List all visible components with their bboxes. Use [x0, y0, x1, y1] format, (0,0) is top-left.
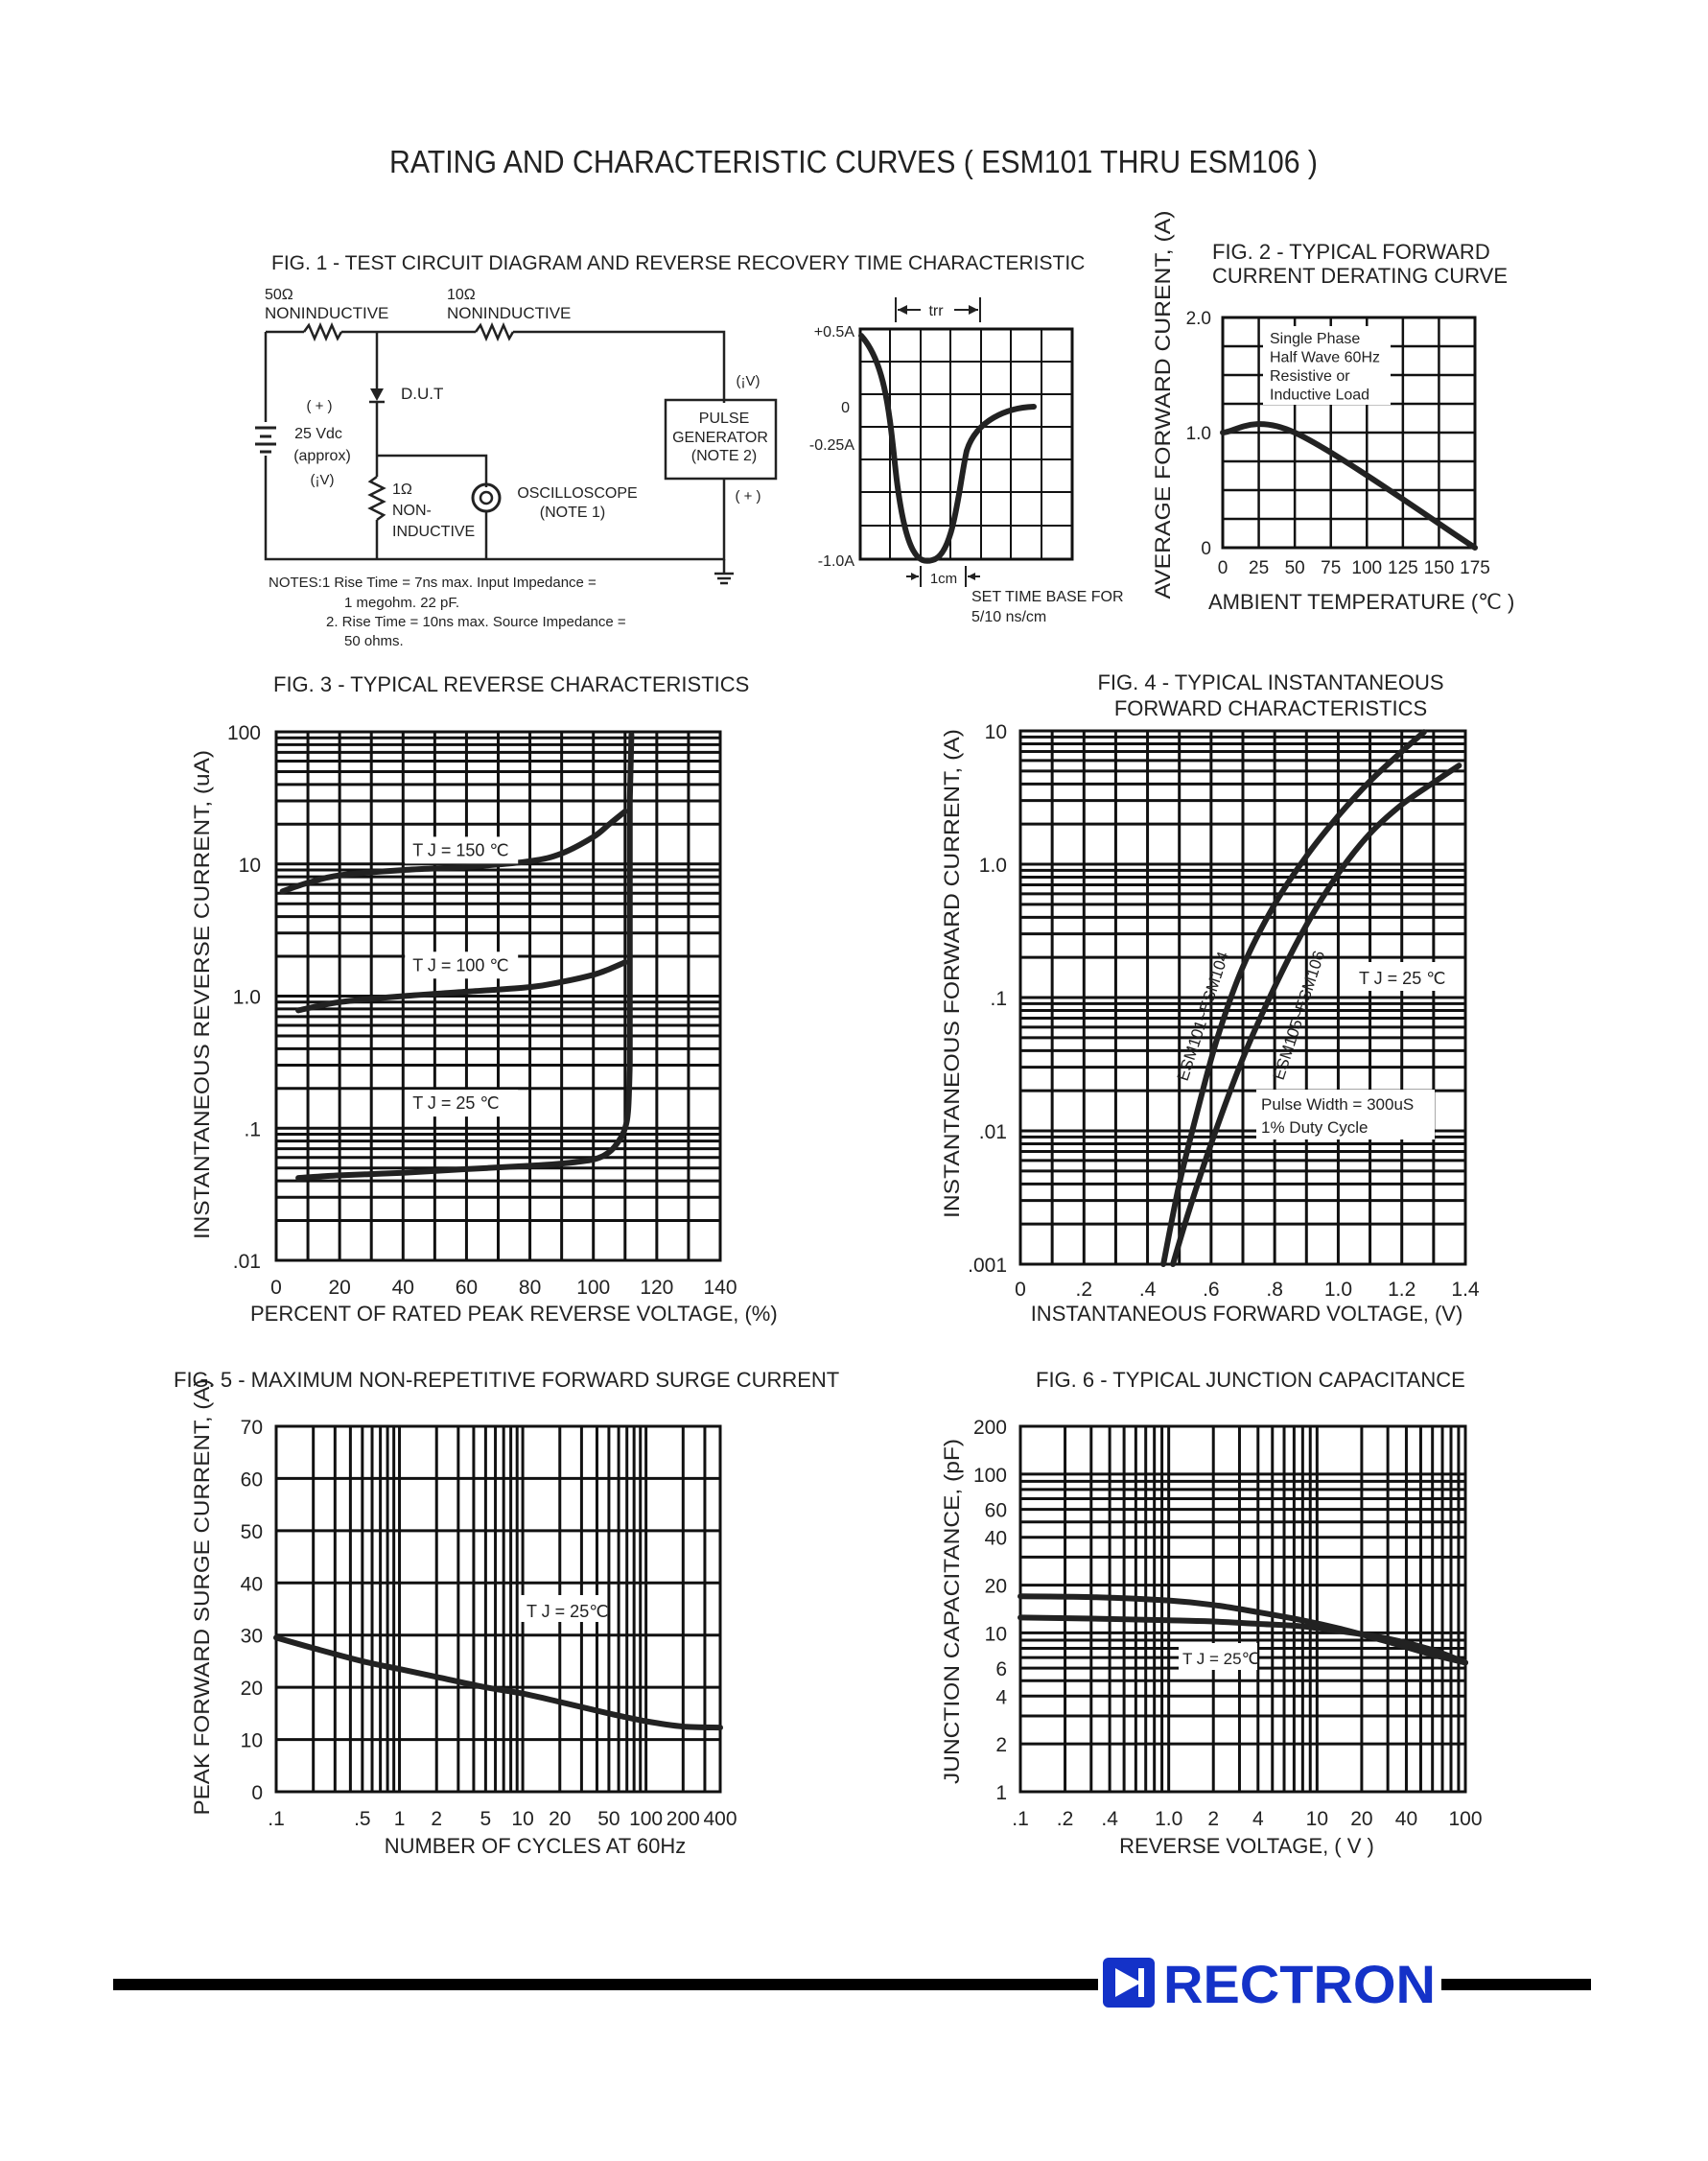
x-tick-label: .2: [1056, 1808, 1074, 1830]
x-tick-label: 10: [511, 1808, 534, 1830]
y-tick-label: .1: [244, 1118, 261, 1141]
chart-title: CURRENT DERATING CURVE: [1212, 264, 1509, 288]
x-tick-label: 125: [1388, 558, 1418, 578]
chart-title: FIG. 5 - MAXIMUM NON-REPETITIVE FORWARD SURGE CURRENT: [174, 1368, 840, 1392]
brand-name: RECTRON: [1163, 1954, 1436, 2014]
x-tick-label: 0: [270, 1277, 282, 1299]
x-tick-label: 40: [1394, 1808, 1418, 1830]
chart-title: FIG. 6 - TYPICAL JUNCTION CAPACITANCE: [1036, 1368, 1465, 1392]
series-label: ESM105~ESM106: [1269, 948, 1329, 1083]
timebase-line2: 5/10 ns/cm: [971, 609, 1047, 625]
fig1-title: FIG. 1 - TEST CIRCUIT DIAGRAM AND REVERSE RECOVERY TIME CHARACTERISTIC: [271, 252, 1086, 274]
supply-minus: (¡V): [310, 472, 335, 488]
annotation-line: Resistive or: [1270, 368, 1350, 385]
breakdown-line: [630, 735, 632, 1066]
r2-value: 10Ω: [447, 287, 476, 303]
chart-title: FORWARD CHARACTERISTICS: [1113, 696, 1428, 720]
fig6-capacitance-chart: [940, 1368, 1483, 1858]
supply-label: 25 Vdc: [294, 426, 342, 442]
grid-lines: [1020, 731, 1465, 1264]
x-tick-label: 1: [393, 1808, 406, 1830]
x-tick-label: 1.0: [1155, 1808, 1183, 1830]
annotation-line: Pulse Width = 300uS: [1261, 1095, 1415, 1114]
pg-line2: GENERATOR: [672, 430, 768, 446]
x-tick-label: 120: [640, 1277, 674, 1299]
dut-label: D.U.T: [401, 385, 444, 403]
chart-title: FIG. 3 - TYPICAL REVERSE CHARACTERISTICS: [273, 672, 750, 696]
y-tick-label: 20: [240, 1678, 263, 1701]
note1-line2: 1 megohm. 22 pF.: [344, 595, 460, 611]
trr-label: trr: [928, 303, 944, 319]
footer: [113, 1954, 1591, 2014]
surge-current-curve: [276, 1637, 720, 1727]
chart-title: FIG. 4 - TYPICAL INSTANTANEOUS: [1097, 670, 1444, 694]
y-tick-label: 1.0: [1185, 424, 1211, 444]
annotation-line: 1% Duty Cycle: [1261, 1118, 1369, 1137]
y-axis-label: INSTANTANEOUS FORWARD CURRENT, (A): [940, 781, 964, 1218]
osc-label2: (NOTE 1): [539, 505, 606, 521]
r2-label: NONINDUCTIVE: [447, 304, 572, 322]
x-tick-label: 50: [597, 1808, 620, 1830]
y-axis-label: INSTANTANEOUS REVERSE CURRENT, (uA): [190, 797, 214, 1239]
fig3-reverse-chart: [190, 672, 778, 1326]
x-tick-label: 60: [455, 1277, 479, 1299]
annotation-label: T J = 25℃: [526, 1602, 609, 1621]
x-tick-label: 0: [1217, 558, 1228, 578]
y-tick-label: 70: [240, 1417, 263, 1439]
fig2-derating-chart: [1151, 211, 1514, 615]
x-tick-label: .1: [268, 1808, 285, 1830]
x-tick-label: 40: [391, 1277, 414, 1299]
x-tick-label: 1.4: [1451, 1279, 1480, 1301]
wave-label-plus-05a: +0.5A: [813, 324, 854, 341]
x-tick-label: .6: [1203, 1279, 1220, 1301]
y-tick-label: 2.0: [1185, 309, 1211, 329]
wave-label-zero: 0: [841, 400, 850, 416]
y-tick-label: 20: [984, 1575, 1007, 1598]
x-tick-label: 150: [1423, 558, 1455, 578]
y-tick-label: 30: [240, 1625, 263, 1648]
diode-icon: [369, 388, 385, 402]
y-tick-label: 100: [972, 1464, 1007, 1487]
y-tick-label: 40: [240, 1573, 263, 1596]
x-axis-label: INSTANTANEOUS FORWARD VOLTAGE, (V): [1030, 1302, 1463, 1326]
resistor-50-icon: [304, 325, 341, 339]
grid-lines: [276, 1426, 720, 1792]
osc-label1: OSCILLOSCOPE: [517, 485, 638, 502]
x-tick-label: 200: [666, 1808, 700, 1830]
x-axis-label: AMBIENT TEMPERATURE (℃ ): [1208, 590, 1515, 614]
x-tick-label: 50: [1284, 558, 1305, 578]
pg-plus: ( + ): [735, 488, 761, 505]
x-tick-label: 140: [703, 1277, 737, 1299]
y-tick-label: .01: [232, 1251, 261, 1273]
x-tick-label: 400: [703, 1808, 737, 1830]
x-tick-label: 2: [1207, 1808, 1220, 1830]
x-tick-label: .5: [354, 1808, 371, 1830]
annotation-line: T J = 25 ℃: [1359, 969, 1446, 988]
y-tick-label: 100: [226, 722, 261, 744]
x-tick-label: 1.0: [1323, 1279, 1353, 1301]
y-tick-label: .1: [990, 988, 1007, 1010]
y-tick-label: 0: [251, 1782, 263, 1804]
y-tick-label: 10: [984, 1623, 1007, 1646]
footer-rule-left: [113, 1979, 1098, 1990]
x-tick-label: 75: [1321, 558, 1342, 578]
fig5-surge-chart: [174, 1368, 839, 1858]
battery-icon: [255, 428, 276, 452]
x-tick-label: 100: [576, 1277, 611, 1299]
y-tick-label: 1.0: [232, 986, 261, 1009]
pg-minus: (¡V): [736, 373, 760, 389]
y-tick-label: 200: [972, 1417, 1007, 1439]
x-tick-label: .8: [1266, 1279, 1283, 1301]
y-tick-label: .01: [978, 1121, 1007, 1143]
pg-line1: PULSE: [698, 411, 750, 427]
x-tick-label: .1: [1012, 1808, 1029, 1830]
x-tick-label: 100: [1351, 558, 1383, 578]
cm-label: 1cm: [929, 571, 958, 587]
wave-label-minus-025a: -0.25A: [808, 437, 854, 454]
x-tick-label: .4: [1138, 1279, 1157, 1301]
rectron-logo-icon: [1103, 1958, 1155, 2008]
fig4-forward-chart: [940, 670, 1480, 1326]
x-tick-label: 20: [549, 1808, 572, 1830]
oscilloscope-icon: [473, 484, 500, 511]
r1-value: 50Ω: [265, 287, 293, 303]
x-tick-label: 0: [1015, 1279, 1026, 1301]
x-axis-label: NUMBER OF CYCLES AT 60Hz: [384, 1834, 687, 1858]
r3-label2: INDUCTIVE: [392, 524, 476, 540]
annotation-line: Inductive Load: [1270, 387, 1370, 404]
r3-label1: NON-: [392, 503, 432, 519]
resistor-10-icon: [476, 325, 513, 339]
plot-frame: [276, 1426, 720, 1792]
footer-rule-right: [1441, 1979, 1591, 1990]
x-tick-label: 25: [1249, 558, 1270, 578]
supply-plus: ( + ): [306, 398, 333, 414]
y-axis-label: PEAK FORWARD SURGE CURRENT, (A): [190, 1418, 214, 1816]
y-tick-label: .001: [968, 1255, 1007, 1277]
y-axis-label: AVERAGE FORWARD CURENT, (A): [1151, 253, 1175, 599]
page-title: RATING AND CHARACTERISTIC CURVES ( ESM101 THRU ESM106 ): [389, 144, 1318, 179]
resistor-1-icon: [370, 477, 384, 520]
series-label: T J = 25 ℃: [412, 1093, 500, 1114]
x-axis-label: PERCENT OF RATED PEAK REVERSE VOLTAGE, (%): [250, 1302, 778, 1326]
note2-line2: 50 ohms.: [344, 633, 404, 649]
timebase-line1: SET TIME BASE FOR: [971, 589, 1124, 605]
ground-icon: [714, 559, 734, 583]
fig1-waveform: [809, 297, 1124, 625]
x-tick-label: 20: [328, 1277, 351, 1299]
x-tick-label: 80: [518, 1277, 542, 1299]
derating-line: [1223, 424, 1475, 548]
series-label: ESM101~ESM104: [1173, 949, 1233, 1084]
x-tick-label: 2: [431, 1808, 443, 1830]
x-tick-label: 100: [1448, 1808, 1483, 1830]
x-tick-label: 175: [1460, 558, 1490, 578]
series-label: T J = 150 ℃: [412, 840, 509, 860]
fig1-circuit: [255, 252, 1085, 649]
x-axis-label: REVERSE VOLTAGE, ( V ): [1119, 1834, 1374, 1858]
y-tick-label: 2: [995, 1734, 1007, 1757]
reverse-recovery-curve: [861, 336, 1034, 561]
x-tick-label: 20: [1350, 1808, 1373, 1830]
annotation-line: Half Wave 60Hz: [1270, 349, 1380, 366]
y-tick-label: 50: [240, 1520, 263, 1543]
y-tick-label: 1.0: [978, 855, 1007, 877]
x-tick-label: 1.2: [1388, 1279, 1416, 1301]
y-tick-label: 10: [984, 721, 1007, 743]
y-tick-label: 0: [1201, 539, 1211, 559]
x-tick-label: .4: [1101, 1808, 1118, 1830]
wave-label-minus-1a: -1.0A: [817, 553, 854, 570]
note1-line1: NOTES:1 Rise Time = 7ns max. Input Impedance =: [269, 575, 597, 591]
y-tick-label: 6: [995, 1658, 1007, 1681]
note2-line1: 2. Rise Time = 10ns max. Source Impedance =: [326, 614, 626, 630]
y-axis-label: JUNCTION CAPACITANCE, (pF): [940, 1473, 964, 1784]
x-tick-label: 4: [1252, 1808, 1264, 1830]
y-tick-label: 10: [240, 1729, 263, 1752]
y-tick-label: 1: [995, 1782, 1007, 1804]
r1-label: NONINDUCTIVE: [265, 304, 389, 322]
chart-title: FIG. 2 - TYPICAL FORWARD: [1212, 240, 1490, 264]
y-tick-label: 4: [995, 1686, 1007, 1709]
y-tick-label: 60: [240, 1468, 263, 1492]
x-tick-label: 10: [1305, 1808, 1329, 1830]
y-tick-label: 60: [984, 1499, 1007, 1522]
supply-approx: (approx): [293, 448, 351, 464]
y-tick-label: 40: [984, 1527, 1007, 1550]
pg-line3: (NOTE 2): [690, 448, 758, 464]
x-tick-label: 100: [629, 1808, 664, 1830]
series-label: T J = 100 ℃: [412, 955, 509, 975]
x-tick-label: .2: [1075, 1279, 1093, 1301]
grid-lines: [276, 732, 720, 1260]
reverse-current-curve: [298, 1066, 630, 1179]
annotation-label: T J = 25℃: [1182, 1650, 1260, 1668]
annotation-line: Single Phase: [1270, 331, 1361, 347]
r3-value: 1Ω: [392, 482, 412, 498]
y-tick-label: 10: [238, 854, 261, 877]
x-tick-label: 5: [480, 1808, 492, 1830]
